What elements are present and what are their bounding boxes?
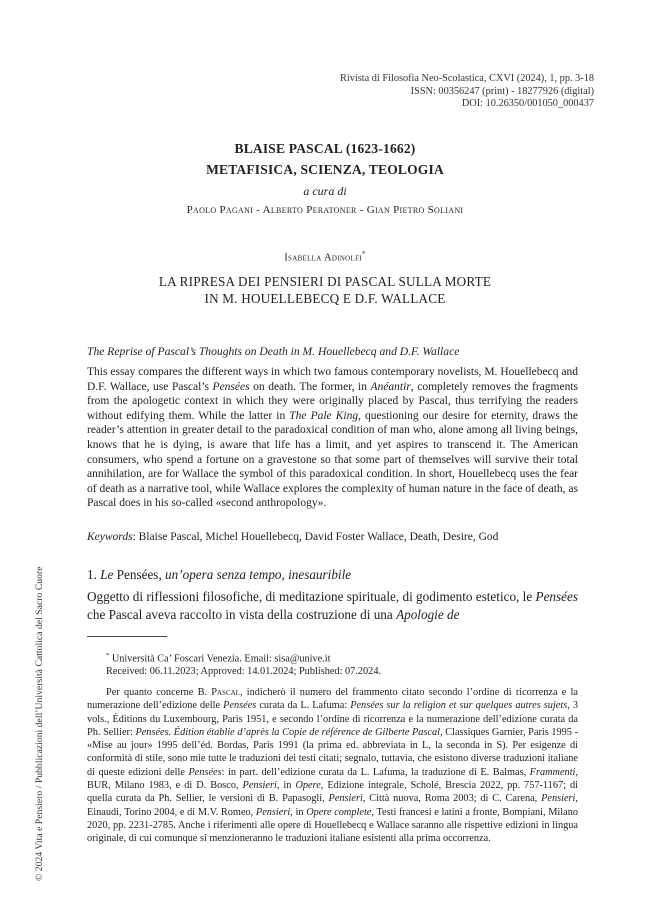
fn-text: , Città nuova, Roma 2003; di C. Carena, [362, 793, 542, 805]
article-author [0, 250, 650, 264]
abstract [87, 365, 578, 511]
fn-italic: Pensées [223, 700, 257, 712]
fn-text: , 3 vols., Éditions du Luxembourg, Paris 1951, e secondo l’ordine di ricorrenza e la numerazione dell’edizione curata da Ph. Sellier: [87, 700, 578, 738]
section-title-part: Le [100, 567, 114, 582]
author-footnote-mark: * [361, 250, 366, 258]
volume-editors: Paolo Pagani - Alberto Peratoner - Gian Pietro Soliani [186, 204, 464, 216]
fn-italic: Pensées. Édition établie d’après la Copie de référence de Gilberte Pascal [135, 726, 441, 738]
publication-dates: Received: 06.11.2023; Approved: 14.01.2024; Published: 07.2024. [106, 666, 382, 678]
journal-doi: DOI: 10.26350/001050_000437 [461, 98, 594, 110]
author-name: Isabella Adinolfi [284, 252, 362, 264]
body-text: che Pascal aveva raccolto in vista della costruzione di una [87, 606, 397, 622]
fn-italic: Pensieri [255, 806, 291, 818]
section-number: 1. [87, 567, 101, 582]
fn-text: , Edizione integrale, Scholé, Brescia 2022, pp. 757-1167; di quella curata da Ph. Sellier, le versioni di B. Papasogli, [87, 780, 578, 805]
article-title-line1: LA RIPRESA DEI PENSIERI DI PASCAL SULLA MORTE [158, 274, 492, 289]
fn-text: , Testi francesi e latini a fronte, Bompiani, Milano 2020, pp. 2231-2785. Anche i riferimenti alle opere di Houellebecq e Wallace saranno alle rispettive edizioni in lingua originale, di cui comunque si menzioneranno le traduzioni italiane esistenti alla prima occorrenza. [87, 806, 579, 845]
abstract-text: , questioning our desire for eternity, draws the reader’s attention in greater detail to the paradoxical condition of man who, alone among all living beings, knows that he is dying, is aware that life has a limit, and yet aspires to transcend it. The American consumers, who spend a fortune on a gravestone so that some part of themselves will survive their total annihilation, are for Wallace the symbol of this paradoxical condition. In short, Houellebecq uses the fear of death as a narrative tool, while Wallace explores the complexity of human nature in the face of death, as Pascal does in his so-called «second anthropology». [87, 409, 578, 510]
edited-by-label: a cura di [303, 184, 347, 198]
body-italic: Pensées [535, 589, 578, 604]
footnote-mark: * [106, 652, 110, 659]
body-text: Oggetto di riflessioni filosofiche, di meditazione spirituale, di godimento estetico, le [87, 589, 536, 604]
journal-info [340, 73, 594, 111]
fn-italic: Pensées [188, 766, 222, 778]
fn-text: , in [276, 780, 296, 792]
fn-text: Per quanto concerne B. [106, 687, 212, 698]
fn-italic: Pensées sur la religion et sur quelques autres sujets [350, 700, 568, 712]
footnote-editions [87, 686, 578, 846]
section-title-part: Pensées [113, 567, 159, 582]
fn-text: , in [290, 806, 307, 818]
keywords-values: : Blaise Pascal, Michel Houellebecq, David Foster Wallace, Death, Desire, God [132, 531, 499, 543]
fn-italic: Pensieri [541, 793, 576, 805]
abstract-text: on death. The former, in [249, 380, 371, 393]
fn-italic: Pensieri [328, 793, 363, 805]
section-title-part: , un’opera senza tempo, inesauribile [158, 567, 352, 582]
fn-italic: Opere complete [306, 806, 372, 818]
fn-text: , Classiques Garnier, Paris 1995 - «Mise au jour» 1995 dell’éd. Bordas, Paris 1991 (la prima ed. abbreviata in L, la seconda in S). Per esigenze di conformità di stile, sono mie tutte le traduzioni dei testi citati; segnalo, tuttavia, che esistono diverse traduzioni italiane di queste edizioni delle [87, 726, 579, 778]
english-title: The Reprise of Pascal’s Thoughts on Death in M. Houellebecq and D.F. Wallace [87, 345, 460, 358]
fn-italic: Pensieri [242, 780, 277, 792]
keywords-label: Keywords [87, 531, 133, 543]
volume-title-line1: BLAISE PASCAL (1623-1662) [234, 141, 416, 156]
abstract-text: This essay compares the different ways in which two famous contemporary novelists, M. Houellebecq and D.F. Wallace, use Pascal’s [87, 366, 578, 393]
footnote-affiliation [106, 649, 578, 678]
body-italic: Apologie de [396, 606, 460, 622]
section-heading [87, 567, 351, 583]
affiliation-text: Università Ca’ Foscari Venezia. Email: sisa@unive.it [109, 653, 331, 665]
fn-text: , indicherò il numero del frammento citato secondo l’ordine di ricorrenza e la numerazione dell’edizione delle [87, 687, 578, 712]
body-paragraph [87, 588, 578, 623]
volume-title-line2: METAFISICA, SCIENZA, TEOLOGIA [206, 162, 444, 177]
fn-text: , BUR, Milano 1983, e di D. Bosco, [87, 766, 578, 792]
fn-italic: Opere [295, 780, 321, 792]
copyright-side-note: © 2024 Vita e Pensiero / Pubblicazioni dell’Università Cattolica del Sacro Cuore [34, 566, 45, 881]
abstract-text: , completely removes the fragments from the apologetic context in which they were originally placed by Pascal, thus terrifying the readers without edifying them. While the latter in [87, 380, 578, 422]
abstract-italic: Anéantir [370, 380, 411, 393]
keywords [87, 531, 578, 543]
fn-text: curata da L. Lafuma: [256, 700, 351, 712]
fn-text: : in part. dell’edizione curata da L. Lafuma, la traduzione di E. Balmas, [221, 766, 530, 778]
article-title-line2: IN M. HOUELLEBECQ E D.F. WALLACE [204, 291, 446, 306]
abstract-italic: The Pale King [289, 409, 359, 422]
journal-issn: ISSN: 00356247 (print) - 18277926 (digital) [410, 85, 594, 97]
fn-smallcaps: Pascal [211, 687, 240, 698]
footnote-separator [87, 636, 167, 637]
journal-citation: Rivista di Filosofia Neo-Scolastica, CXVI (2024), 1, pp. 3-18 [340, 73, 594, 84]
fn-text: , Einaudi, Torino 2004, e di M.V. Romeo, [87, 793, 578, 818]
fn-italic: Frammenti [529, 766, 576, 778]
abstract-italic: Pensées [212, 380, 250, 393]
